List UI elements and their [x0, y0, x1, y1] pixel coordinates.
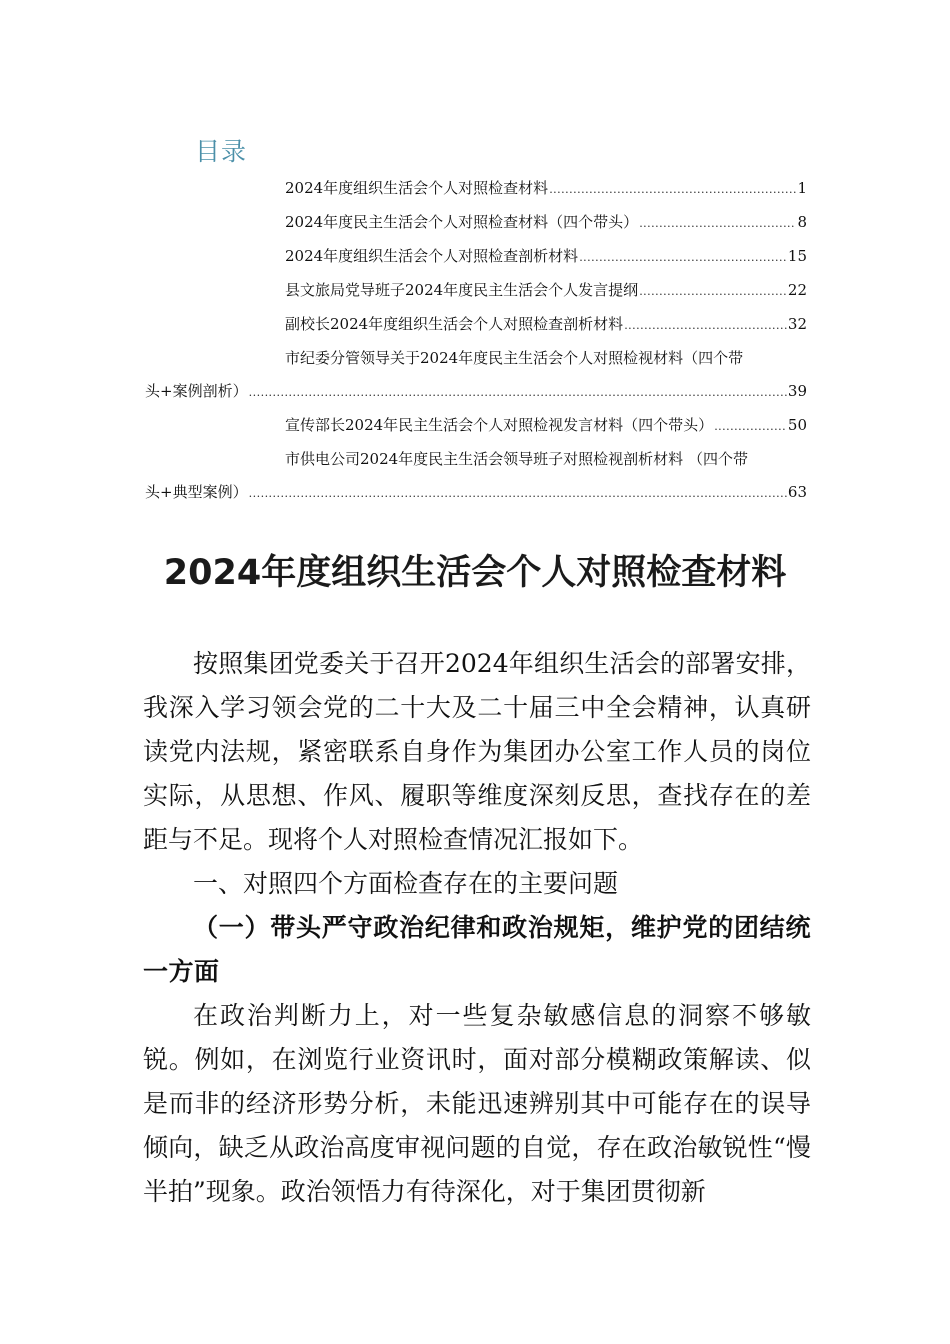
toc-entry-title: 2024年度民主生活会个人对照检查材料（四个带头）	[285, 213, 639, 231]
toc-leader-dots	[639, 274, 787, 308]
toc-entry-title: 宣传部长2024年民主生活会个人对照检视发言材料（四个带头）	[285, 416, 714, 434]
toc-leader-dots	[249, 476, 787, 510]
section-heading: 一、对照四个方面检查存在的主要问题	[193, 869, 619, 898]
toc-leader-dots	[249, 375, 787, 409]
toc-entry-page: 32	[787, 315, 807, 333]
toc-entry-title: 县文旅局党导班子2024年度民主生活会个人发言提纲	[285, 281, 639, 299]
toc-entry-page: 15	[787, 247, 807, 265]
toc-leader-dots	[624, 308, 787, 342]
document-title: 2024年度组织生活会个人对照检查材料	[163, 553, 787, 593]
toc-entry[interactable]	[145, 308, 807, 342]
toc-entry-line2	[145, 375, 807, 409]
toc-leader-dots	[579, 240, 787, 274]
toc-entry-title-line1: 市供电公司2024年度民主生活会领导班子对照检视剖析材料 （四个带	[285, 450, 748, 468]
toc-entry[interactable]	[145, 206, 807, 240]
toc-entry-title-line2: 头+案例剖析）	[145, 382, 248, 400]
toc-entry[interactable]	[145, 240, 807, 274]
toc-entry-page: 50	[787, 416, 807, 434]
toc-entry-wrapped[interactable]	[145, 342, 807, 409]
body-paragraph: 在政治判断力上，对一些复杂敏感信息的洞察不够敏锐。例如，在浏览行业资讯时，面对部分模糊政策解读、似是而非的经济形势分析，未能迅速辨别其中可能存在的误导倾向，缺乏从政治高度审视问题的自觉，存在政治敏锐性“慢半拍”现象。政治领悟力有待深化，对于集团贯彻新	[143, 1001, 811, 1206]
toc-entry-wrapped[interactable]	[145, 443, 807, 510]
toc-leader-dots	[549, 172, 796, 206]
toc-heading: 目录	[195, 137, 248, 166]
toc-entry-title-line2: 头+典型案例）	[145, 483, 248, 501]
toc-entry-page: 8	[797, 213, 807, 231]
toc-entry-page: 63	[787, 483, 807, 501]
toc-entry-title-line1: 市纪委分管领导关于2024年度民主生活会个人对照检视材料（四个带	[285, 349, 744, 367]
toc-entry-page: 1	[797, 179, 807, 197]
toc-entry-title: 副校长2024年度组织生活会个人对照检查剖析材料	[285, 315, 624, 333]
toc-leader-dots	[639, 206, 796, 240]
toc-entry[interactable]	[145, 409, 807, 443]
document-body	[143, 642, 811, 1214]
toc-entry[interactable]	[145, 172, 807, 206]
toc-entry-line2	[145, 476, 807, 510]
toc-entry-page: 39	[787, 382, 807, 400]
toc-entry-title: 2024年度组织生活会个人对照检查材料	[285, 179, 549, 197]
toc-entry-page: 22	[787, 281, 807, 299]
toc-entry[interactable]	[145, 274, 807, 308]
toc-leader-dots	[714, 409, 787, 443]
subsection-heading: （一）带头严守政治纪律和政治规矩，维护党的团结统一方面	[143, 913, 811, 986]
intro-paragraph: 按照集团党委关于召开2024年组织生活会的部署安排，我深入学习领会党的二十大及二十届三中全会精神，认真研读党内法规，紧密联系自身作为集团办公室工作人员的岗位实际，从思想、作风、履职等维度深刻反思，查找存在的差距与不足。现将个人对照检查情况汇报如下。	[143, 649, 811, 854]
toc-entry-title: 2024年度组织生活会个人对照检查剖析材料	[285, 247, 579, 265]
table-of-contents	[145, 172, 807, 510]
